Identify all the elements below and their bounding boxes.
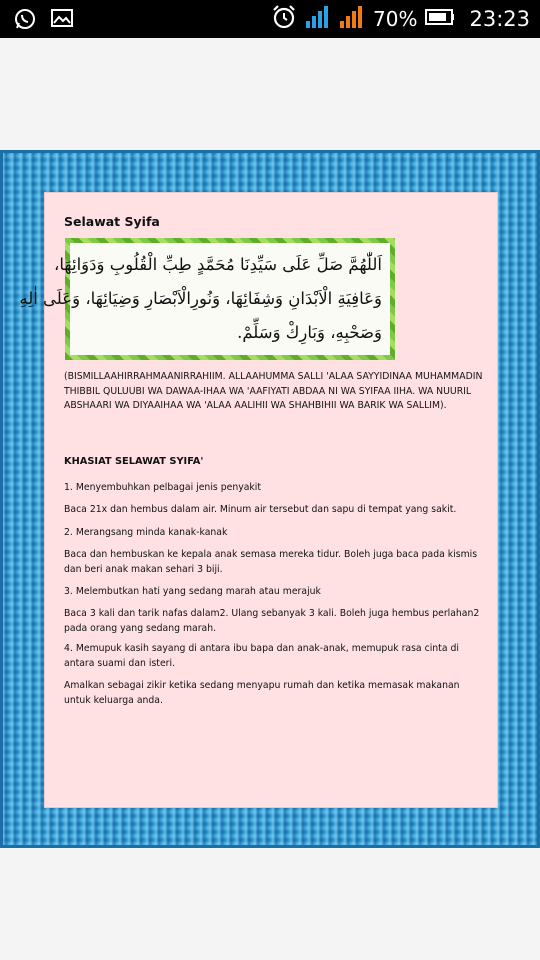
clock: 23:23 [469, 7, 530, 31]
benefit-instruction: Baca 3 kali dan tarik nafas dalam2. Ulang sebanyak 3 kali. Boleh juga hembus perlahan2 pada orang yang sedang marah. [64, 608, 480, 634]
benefit-item: 4. Memupuk kasih sayang di antara ibu bapa dan anak-anak, memupuk rasa cinta di antara suami dan isteri. [64, 643, 459, 669]
transliteration-text: (BISMILLAAHIRRAHMAANIRRAHIIM. ALLAAHUMMA SALLI 'ALAA SAYYIDINAA MUHAMMADIN THIBBIL QULUUBI WA DAWAA-IHAA WA 'AAFIYATI ABDAA NI WA SYIFAA IIHA. WA NUURIL ABSHAARI WA DIYAAIHAA WA 'ALAA AALIHII WA SHAHBIHII WA BARIK WA SALLIM). [64, 371, 483, 411]
arabic-text-box [19, 238, 395, 360]
arabic-line: اَللّٰهُمَّ صَلِّ عَلَى سَيِّدِنَا مُحَمَّدٍ طِبِّ الْقُلُوبِ وَدَوَائِهَا، [54, 255, 382, 274]
system-indicators [271, 4, 530, 34]
battery-icon [425, 8, 455, 30]
status-bar [0, 0, 540, 38]
closing-note: Amalkan sebagai zikir ketika sedang menyapu rumah dan ketika memasak makanan untuk keluarga anda. [64, 680, 460, 706]
benefit-item: 2. Merangsang minda kanak-kanak [64, 527, 228, 538]
alarm-icon [271, 4, 297, 34]
document-title: Selawat Syifa [64, 214, 160, 229]
benefit-instruction: Baca dan hembuskan ke kepala anak semasa mereka tidur. Boleh juga baca pada kismis dan beri anak makan sehari 3 biji. [64, 549, 478, 575]
notification-icons [14, 8, 74, 34]
arabic-text-panel [19, 243, 390, 355]
signal-icon [339, 5, 365, 33]
benefits-heading: KHASIAT SELAWAT SYIFA' [64, 456, 204, 467]
arabic-line: وَصَحْبِهِ، وَبَارِكْ وَسَلِّمْ. [237, 323, 382, 342]
signal-icon [305, 5, 331, 33]
whatsapp-icon [14, 8, 36, 34]
benefit-item: 1. Menyembuhkan pelbagai jenis penyakit [64, 482, 262, 493]
image-icon [50, 8, 74, 34]
arabic-line: وَعَافِيَةِ الْاَبْدَانِ وَشِفَائِهَا، وَنُورِالْاَبْصَارِ وَضِيَائِهَا، وَعَلَى اٰلِهِ [19, 289, 382, 308]
battery-percent: 70% [373, 7, 418, 31]
benefit-item: 3. Melembutkan hati yang sedang marah atau merajuk [64, 586, 321, 597]
benefit-instruction: Baca 21x dan hembus dalam air. Minum air tersebut dan sapu di tempat yang sakit. [64, 504, 457, 515]
